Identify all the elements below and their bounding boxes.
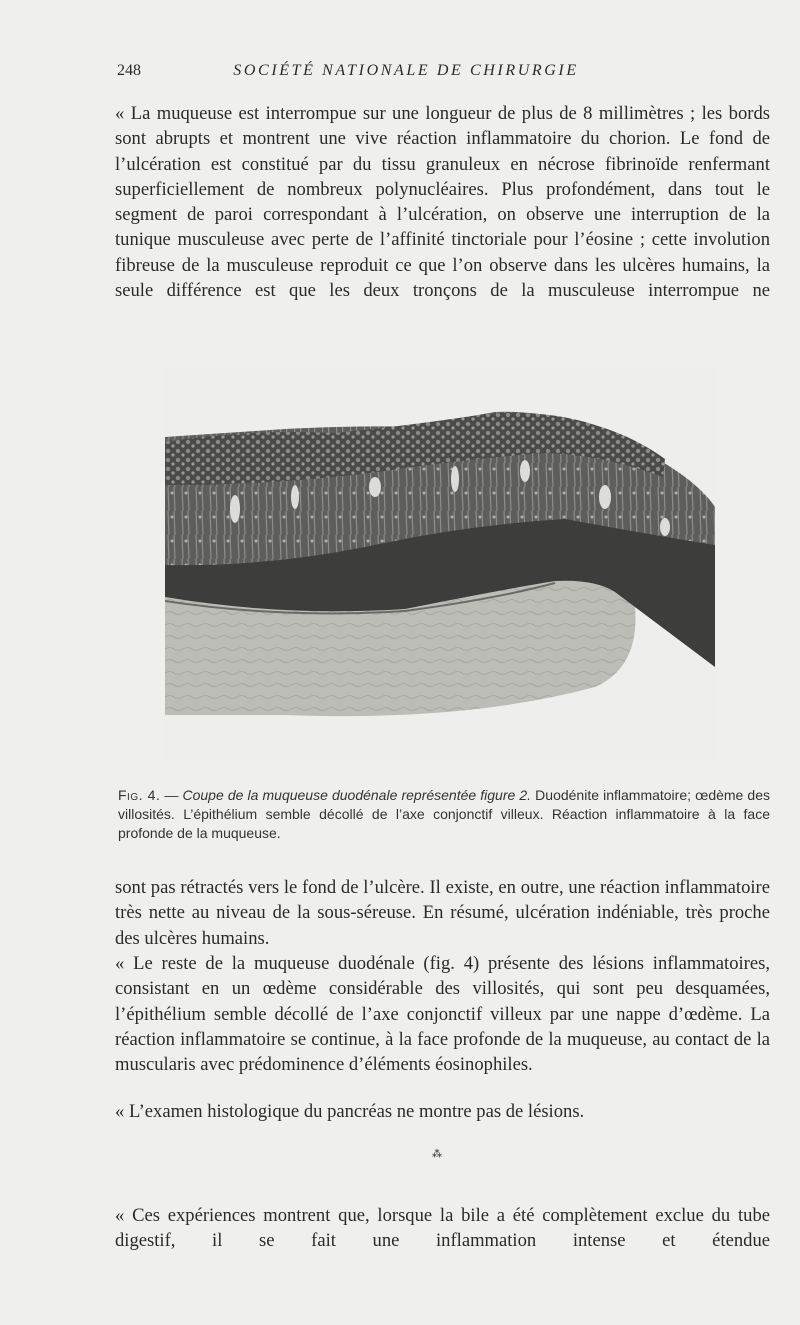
figure-caption-title: — Coupe de la muqueuse duodénale représentée figure 2. (164, 787, 532, 803)
paragraph-conclusion: « Ces expériences montrent que, lorsque la bile a été complètement exclue du tube digestif, il se fait une inflammation intense et étendue (115, 1205, 770, 1252)
page-header (0, 60, 800, 90)
paragraph-pancreas: « L’examen histologique du pancréas ne montre pas de lésions. (115, 1101, 585, 1122)
micrograph-image (165, 367, 715, 760)
figure-caption (118, 786, 770, 843)
figure-caption-text: Duodénite inflammatoire; œdème des villosités. L’épithélium semble décollé de l’axe conjonctif villeux. Réaction inflammatoire à la face profonde de la muqueuse. (118, 787, 771, 841)
page-number: 248 (117, 62, 141, 79)
running-title: SOCIÉTÉ NATIONALE DE CHIRURGIE (233, 62, 579, 79)
paragraph-ulceration: « La muqueuse est interrompue sur une longueur de plus de 8 millimètres ; les bords sont abrupts et montrent une vive réaction inflammatoire du chorion. Le fond de l’ulcération est constitué par du tissu granuleux en nécrose fibrinoïde renfermant superficiellement de nombreux polynucléaires. Plus profondément, dans tout le segment de paroi correspondant à l’ulcération, on observe une interruption de la tunique musculeuse avec perte de l’affinité tinctoriale pour l’éosine ; cette involution fibreuse de la musculeuse reproduit ce que l’on observe dans les ulcères humains, la seule différence est que les deux tronçons de la musculeuse interrompue ne (115, 103, 770, 302)
paragraph-summary: sont pas rétractés vers le fond de l’ulcère. Il existe, en outre, une réaction inflammatoire très nette au niveau de la sous-séreuse. En résumé, ulcération indéniable, très proche des ulcères humains. (115, 877, 770, 949)
figure-label: Fig. 4. (118, 787, 161, 803)
histology-micrograph (165, 367, 715, 760)
paragraph-duodenal-mucosa: « Le reste de la muqueuse duodénale (fig. 4) présente des lésions inflammatoires, consistant en un œdème considérable des villosités, qui sont peu desquamées, l’épithélium semble décollé de l’axe conjonctif villeux par une nappe d’œdème. La réaction inflammatoire se continue, à la face profonde de la muqueuse, au contact de la muscularis avec prédominence d’éléments éosinophiles. (115, 953, 770, 1076)
section-separator-asterism: ⁂ (432, 1149, 442, 1160)
